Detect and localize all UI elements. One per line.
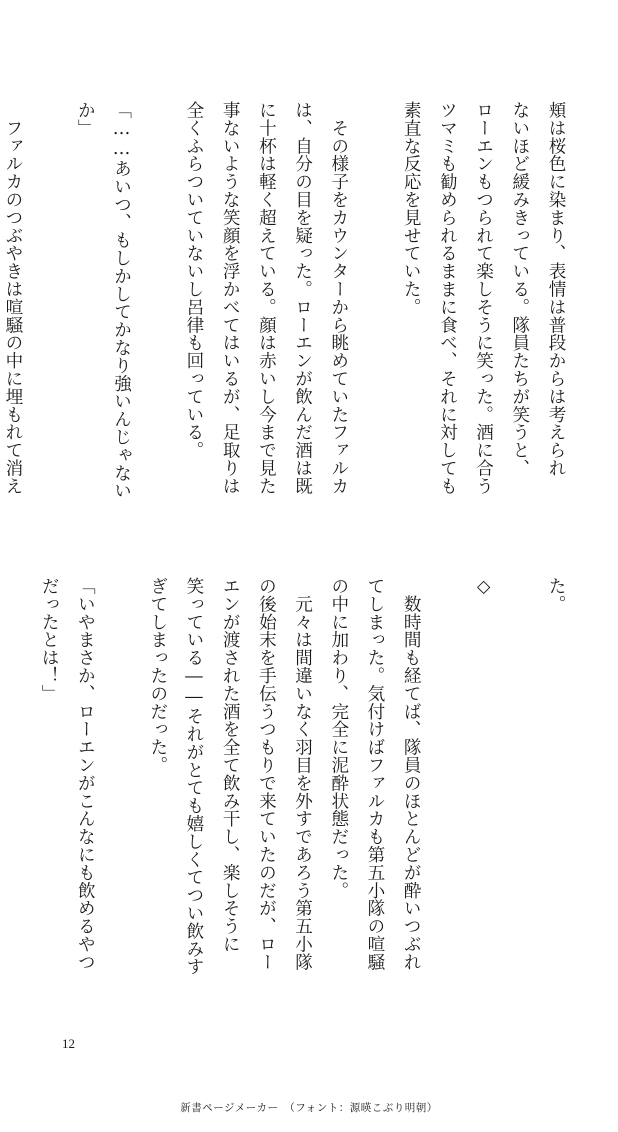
page-number: 12: [62, 1036, 75, 1051]
body-text-lower: た。 ◇ 数時間も経てば、隊員のほとんどが酔いつぶれ てしまった。気付けばファルカも第五小隊の喧騒 の中に加わり、完全に泥酔状態だった。 元々は間違いなく羽目を外すであろう第五小隊 の後始末を手伝うつもりで来ていたのだが、ロー エンが渡された酒を全て飲み干し、楽しそうに 笑っている――それがとても嬉しくてつい飲みす ぎてしまったのだった。 「いやまさか、ローエンがこんなにも飲めるやつ だったとは！」: [39, 577, 566, 976]
footer-caption: 新書ページメーカー （フォント：源暎こぶり明朝）: [180, 1102, 438, 1114]
body-text-upper: 頬は桜色に染まり、表情は普段からは考えられ ないほど緩みきっている。隊員たちが笑うと、 ローエンもつられて楽しそうに笑った。酒に合う ツマミも勧められるままに食べ、それに対しても 素直な反応を見せていた。 その様子をカウンターから眺めていたファルカ は、自分の目を疑った。ローエンが飲んだ酒は既 に十杯は軽く超えている。顔は赤いし今まで見た 事ないような笑顔を浮かべてはいるが、足取りは 全くふらついていないし呂律も回っている。 「……あいつ、もしかしてかなり強いんじゃない か」 ファルカのつぶやきは喧騒の中に埋もれて消え: [2, 101, 566, 500]
